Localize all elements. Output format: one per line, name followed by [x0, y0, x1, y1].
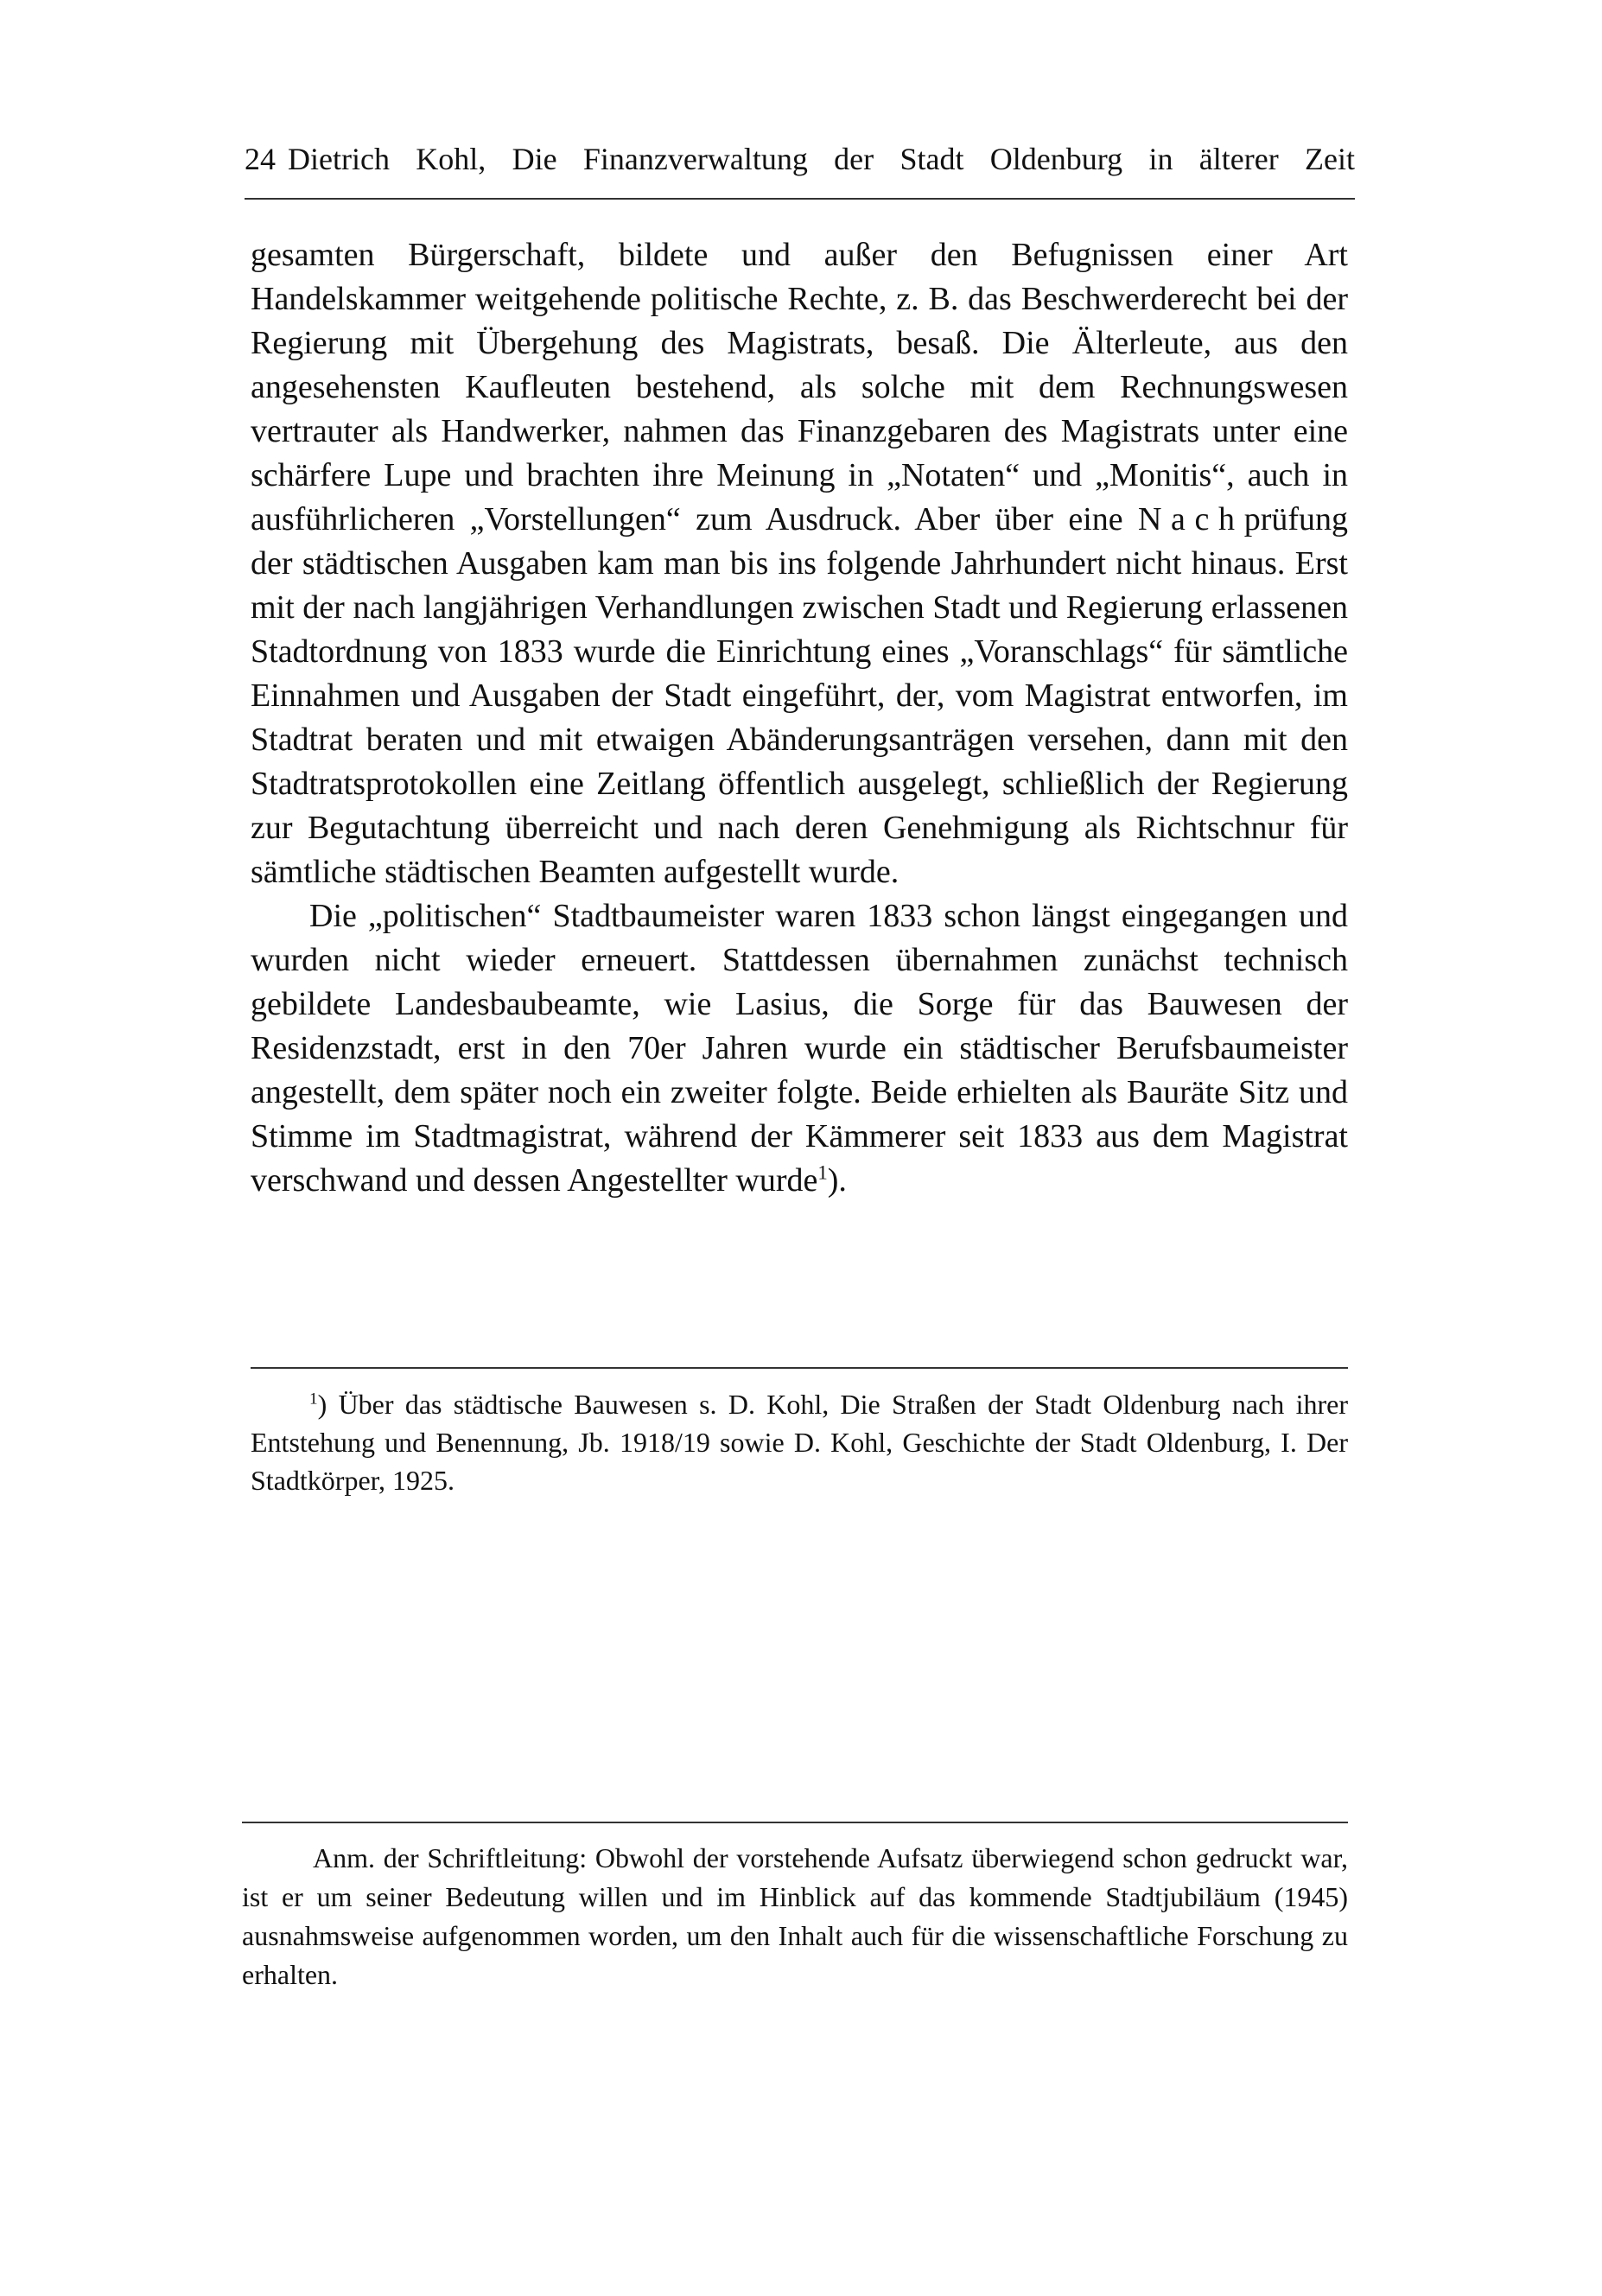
paragraph-2 — [251, 894, 1348, 1203]
emphasized-word: Nach — [1137, 501, 1244, 537]
footnote-marker-number: 1 — [309, 1390, 318, 1409]
main-text — [251, 233, 1348, 1203]
editorial-note-rule — [242, 1822, 1348, 1823]
paragraph-1-text-a: gesamten Bürgerschaft, bildete und außer den Befugnissen einer Art Handelskammer weitgehende politische Rechte, z. B. das Beschwerderecht bei der Regierung mit Übergehung des Magistrats, besaß. Die Älterleute, aus den angesehensten Kaufleuten bestehend, als solche mit dem Rechnungswesen vertrauter als Handwerker, nahmen das Finanzgebaren des Magistrats unter eine schärfere Lupe und brachten ihre Meinung in „Notaten“ und „Monitis“, auch in ausführlicheren „Vorstellungen“ zum Ausdruck. Aber über eine — [251, 237, 1348, 537]
footnote-text: Über das städtische Bauwesen s. D. Kohl, Die Straßen der Stadt Oldenburg nach ihrer Entstehung und Benennung, Jb. 1918/19 sowie D. Kohl, Geschichte der Stadt Oldenburg, I. Der Stadtkörper, 1925. — [251, 1389, 1349, 1496]
paragraph-1 — [251, 233, 1348, 894]
footnote-marker-paren: ) — [317, 1389, 327, 1420]
footnote-rule — [251, 1367, 1348, 1369]
footnote-reference: 1 — [817, 1161, 828, 1184]
paragraph-2-text: Die „politischen“ Stadtbaumeister waren 1833 schon längst eingegangen und wurden nicht wieder erneuert. Stattdessen übernahmen zunächst technisch gebildete Landesbaubeamte, wie Lasius, die Sorge für das Bauwesen der Residenzstadt, erst in den 70er Jahren wurde ein städtischer Berufsbaumeister angestellt, dem später noch ein zweiter folgte. Beide erhielten als Bauräte Sitz und Stimme im Stadtmagistrat, während der Kämmerer seit 1833 aus dem Magistrat verschwand und dessen Angestellter wurde — [251, 898, 1348, 1199]
paragraph-1-text-b: prüfung der städtischen Ausgaben kam man bis ins folgende Jahrhundert nicht hinaus. Erst mit der nach langjährigen Verhandlungen zwischen Stadt und Regierung erlassenen Stadtordnung von 1833 wurde die Einrichtung eines „Voranschlags“ für sämtliche Einnahmen und Ausgaben der Stadt eingeführt, der, vom Magistrat entworfen, im Stadtrat beraten und mit etwaigen Abänderungsanträgen versehen, dann mit den Stadtratsprotokollen eine Zeitlang öffentlich ausgelegt, schließlich der Regierung zur Begutachtung überreicht und nach deren Genehmigung als Richtschnur für sämtliche städtischen Beamten aufgestellt wurde. — [251, 501, 1349, 890]
editorial-note — [242, 1839, 1348, 1994]
page-number: 24 — [245, 142, 276, 176]
footnote-marker — [309, 1389, 327, 1420]
paragraph-2-end: ). — [827, 1162, 847, 1199]
running-title: Dietrich Kohl, Die Finanzverwaltung der Stadt Oldenburg in älterer Zeit — [288, 142, 1355, 176]
editorial-note-text: Anm. der Schriftleitung: Obwohl der vorstehende Aufsatz überwiegend schon gedruckt war, ist er um seiner Bedeutung willen und im Hinblick auf das kommende Stadtjubiläum (1945) ausnahmsweise aufgenommen worden, um den Inhalt auch für die wissenschaftliche Forschung zu erhalten. — [242, 1842, 1348, 1990]
footnote — [251, 1385, 1348, 1499]
running-header — [245, 138, 1355, 180]
header-rule — [245, 198, 1355, 200]
